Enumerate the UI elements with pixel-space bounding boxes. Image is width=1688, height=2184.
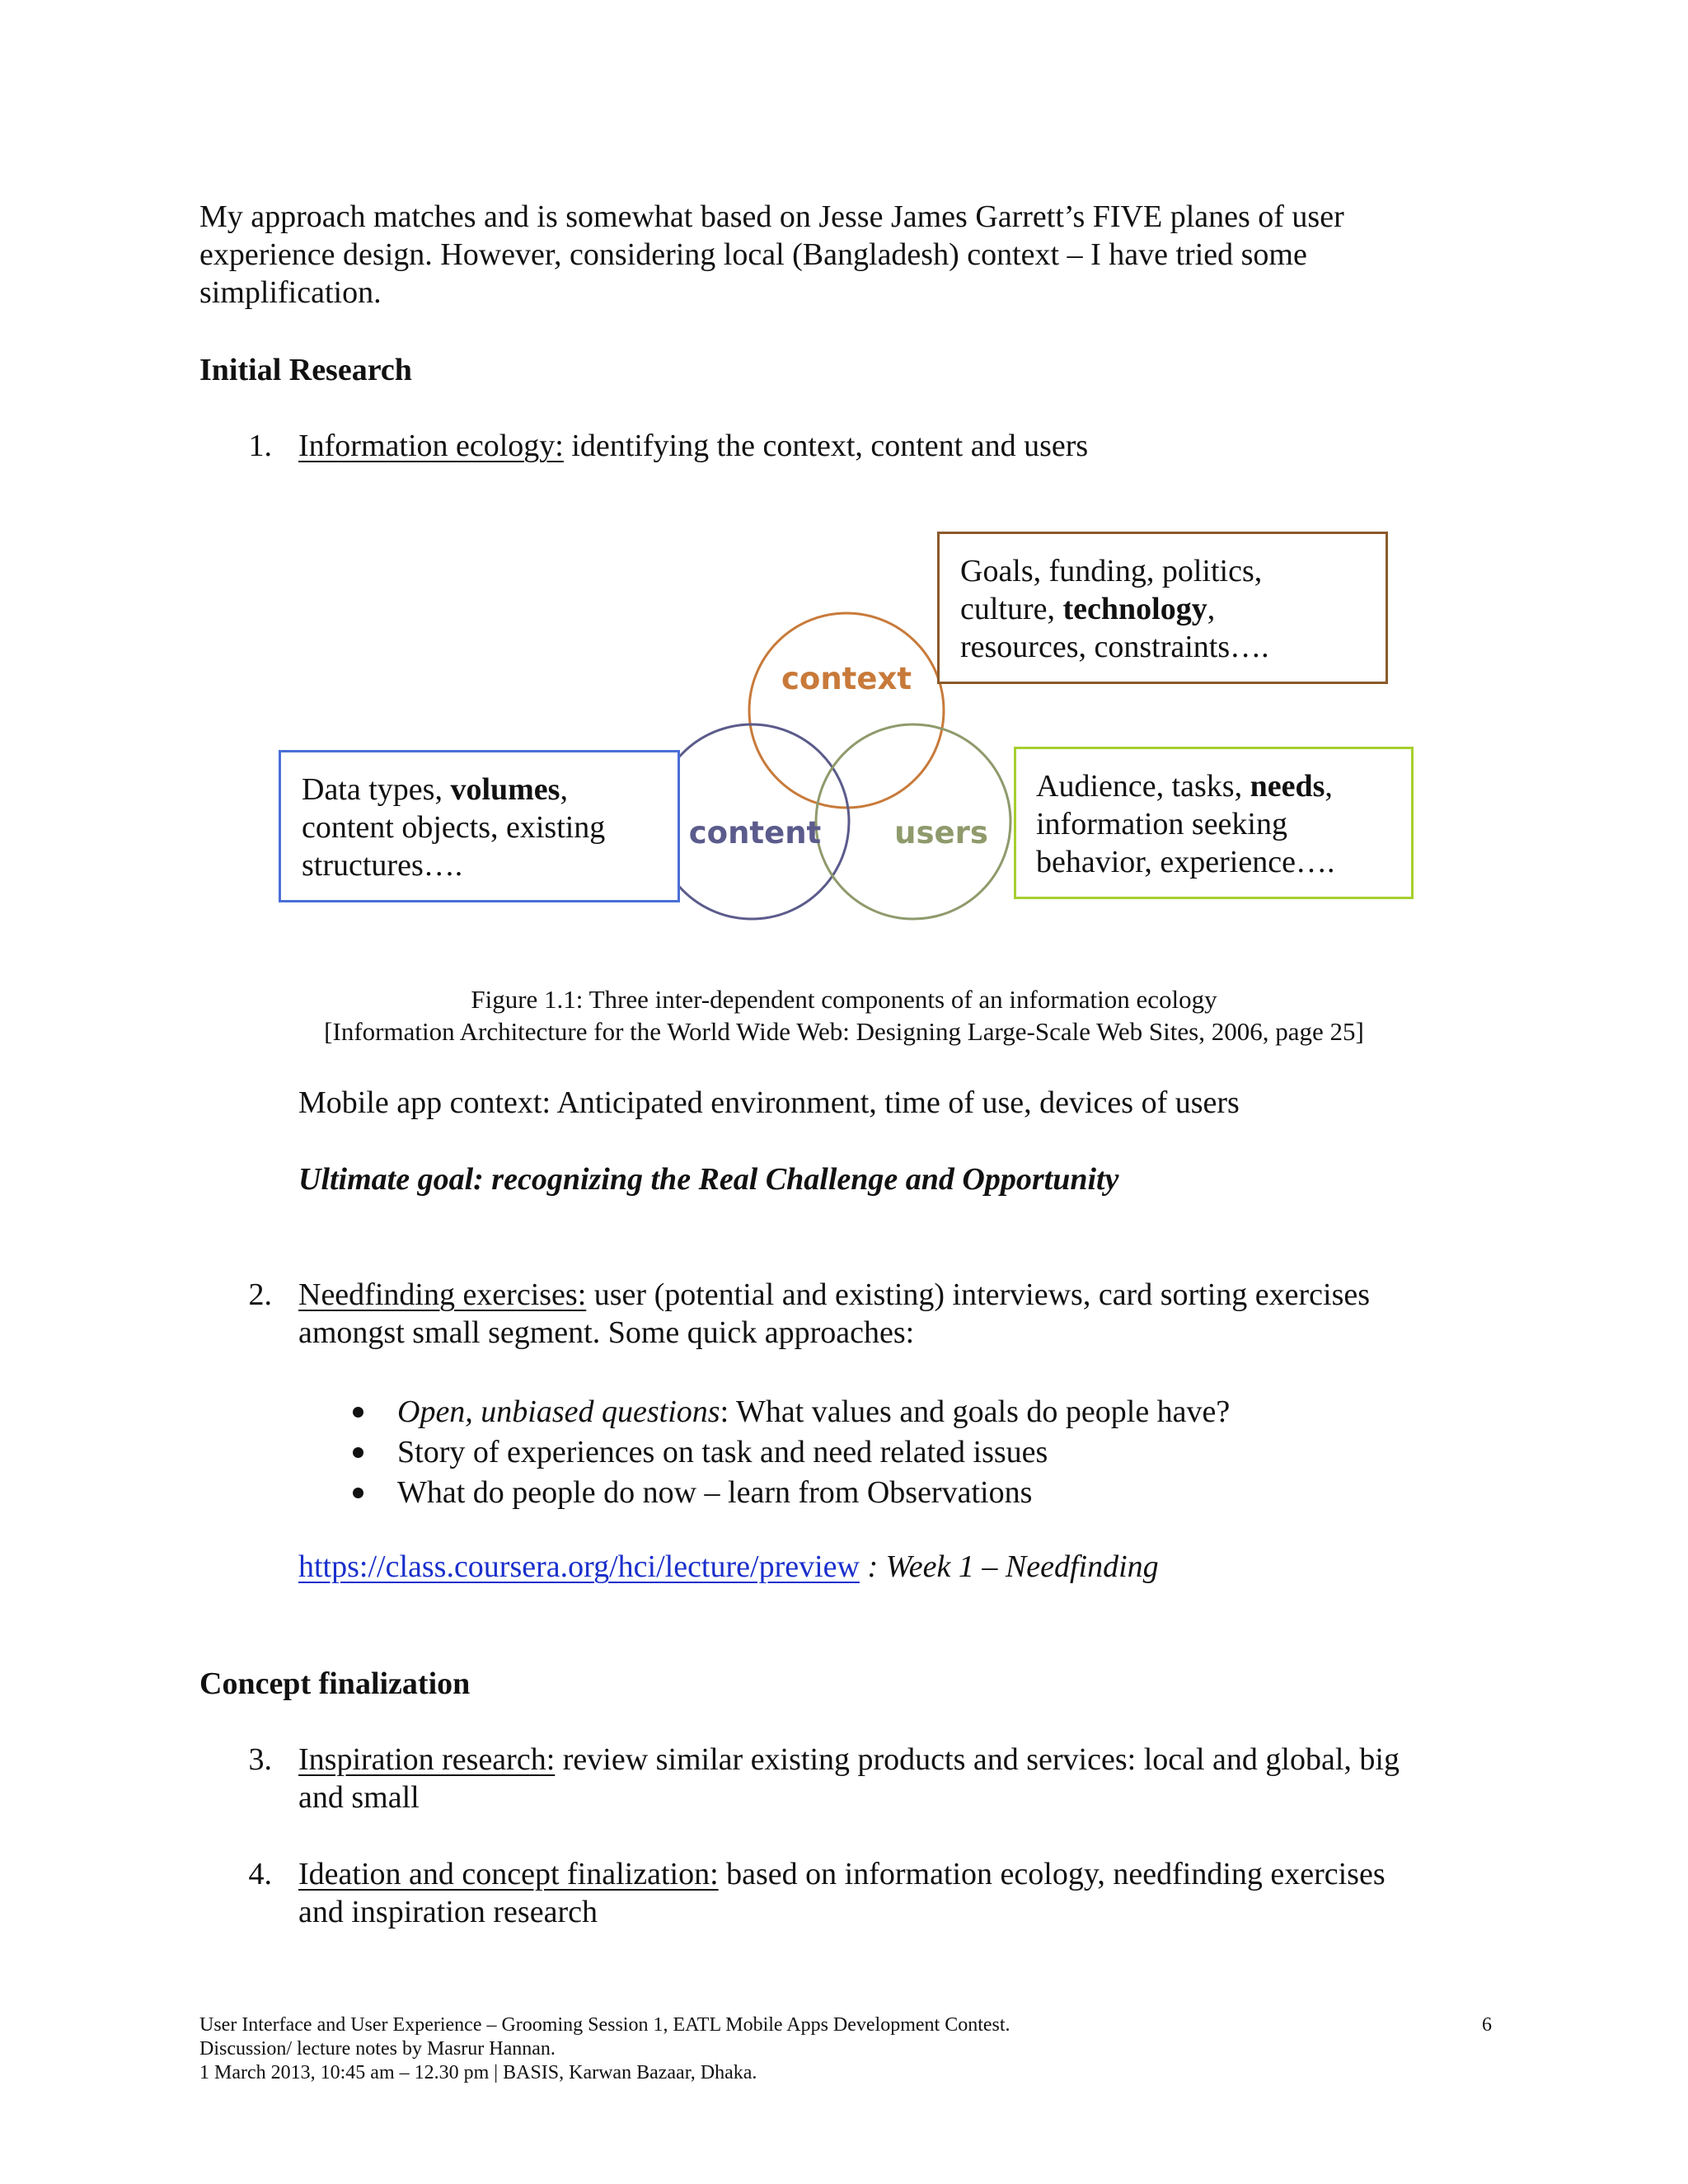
- reference-note: : Week 1 – Needfinding: [859, 1549, 1159, 1584]
- list-term: Needfinding exercises:: [298, 1277, 587, 1312]
- context-callout-box: [937, 532, 1388, 684]
- users-box-line-3: behavior, experience….: [1036, 845, 1335, 879]
- bullet-list: [199, 1393, 1601, 1516]
- list-number: 3.: [248, 1742, 272, 1777]
- context-box-line-1: Goals, funding, politics,: [960, 554, 1263, 588]
- list-item-inspiration-research: [199, 1741, 1601, 1823]
- users-box-line-1: Audience, tasks, needs,: [1036, 769, 1333, 804]
- intro-paragraph: [199, 198, 1344, 312]
- venn-label-context: context: [781, 661, 912, 696]
- bullet-text: What do people do now – learn from Observations: [397, 1475, 1033, 1510]
- content-box-line-1: Data types, volumes,: [302, 772, 568, 807]
- coursera-link[interactable]: https://class.coursera.org/hci/lecture/preview: [298, 1549, 860, 1584]
- list-text: review similar existing products and services: local and global, big: [555, 1742, 1400, 1777]
- figure-caption: [0, 983, 1688, 1047]
- venn-label-content: content: [688, 815, 822, 851]
- bullet-icon: [353, 1447, 363, 1458]
- content-callout-box: [279, 750, 680, 902]
- figure-caption-line-1: Figure 1.1: Three inter-dependent components of an information ecology: [471, 985, 1217, 1014]
- mobile-app-context: Mobile app context: Anticipated environment, time of use, devices of users: [298, 1085, 1240, 1120]
- bullet-text: Story of experiences on task and need related issues: [397, 1435, 1048, 1469]
- intro-line-2: experience design. However, considering local (Bangladesh) context – I have tried some: [199, 237, 1307, 272]
- section-heading-initial-research: Initial Research: [199, 353, 412, 387]
- users-callout-box: [1014, 747, 1414, 899]
- list-text-line-2: and inspiration research: [298, 1895, 598, 1929]
- bullet-text: : What values and goals do people have?: [720, 1394, 1231, 1429]
- list-item-needfinding: [199, 1276, 1601, 1358]
- list-text: user (potential and existing) interviews, card sorting exercises: [586, 1277, 1371, 1312]
- list-term: Inspiration research:: [298, 1742, 556, 1777]
- section-heading-concept-finalization: Concept finalization: [199, 1666, 471, 1701]
- content-box-line-3: structures….: [302, 848, 463, 883]
- page-footer: [199, 2013, 1010, 2085]
- venn-label-users: users: [894, 815, 988, 851]
- list-text: based on information ecology, needfinding exercises: [718, 1857, 1386, 1891]
- list-term: Information ecology:: [298, 429, 564, 463]
- list-term: Ideation and concept finalization:: [298, 1857, 719, 1891]
- footer-line-2: Discussion/ lecture notes by Masrur Hannan.: [199, 2038, 556, 2060]
- list-number: 4.: [248, 1857, 272, 1891]
- list-number: 2.: [248, 1277, 272, 1312]
- intro-line-3: simplification.: [199, 275, 382, 310]
- footer-line-3: 1 March 2013, 10:45 am – 12.30 pm | BASIS, Karwan Bazaar, Dhaka.: [199, 2062, 757, 2083]
- context-box-line-2: culture, technology,: [960, 592, 1216, 626]
- list-item-ideation: [199, 1855, 1601, 1938]
- ultimate-goal: Ultimate goal: recognizing the Real Challenge and Opportunity: [298, 1162, 1119, 1197]
- information-ecology-diagram: [0, 519, 1688, 948]
- users-box-line-2: information seeking: [1036, 807, 1287, 841]
- venn-diagram: [0, 519, 1688, 948]
- list-text-line-2: and small: [298, 1780, 420, 1815]
- bullet-icon: [353, 1488, 363, 1498]
- list-number: 1.: [248, 429, 272, 463]
- venn-circle-context: [749, 613, 944, 808]
- footer-line-1: User Interface and User Experience – Grooming Session 1, EATL Mobile Apps Development Contest.: [199, 2014, 1010, 2036]
- intro-line-1: My approach matches and is somewhat based on Jesse James Garrett’s FIVE planes of user: [199, 199, 1344, 234]
- list-text-line-2: amongst small segment. Some quick approaches:: [298, 1315, 915, 1350]
- content-box-line-2: content objects, existing: [302, 810, 606, 845]
- bullet-italic-text: Open, unbiased questions: [397, 1394, 720, 1429]
- page-number: 6: [1482, 2014, 1492, 2036]
- bullet-icon: [353, 1407, 363, 1418]
- reference-line: [298, 1548, 1159, 1586]
- context-box-line-3: resources, constraints….: [960, 630, 1269, 664]
- list-text: identifying the context, content and users: [563, 429, 1089, 463]
- figure-caption-line-2: [Information Architecture for the World Wide Web: Designing Large-Scale Web Sites, 2006, page 25]: [324, 1017, 1364, 1046]
